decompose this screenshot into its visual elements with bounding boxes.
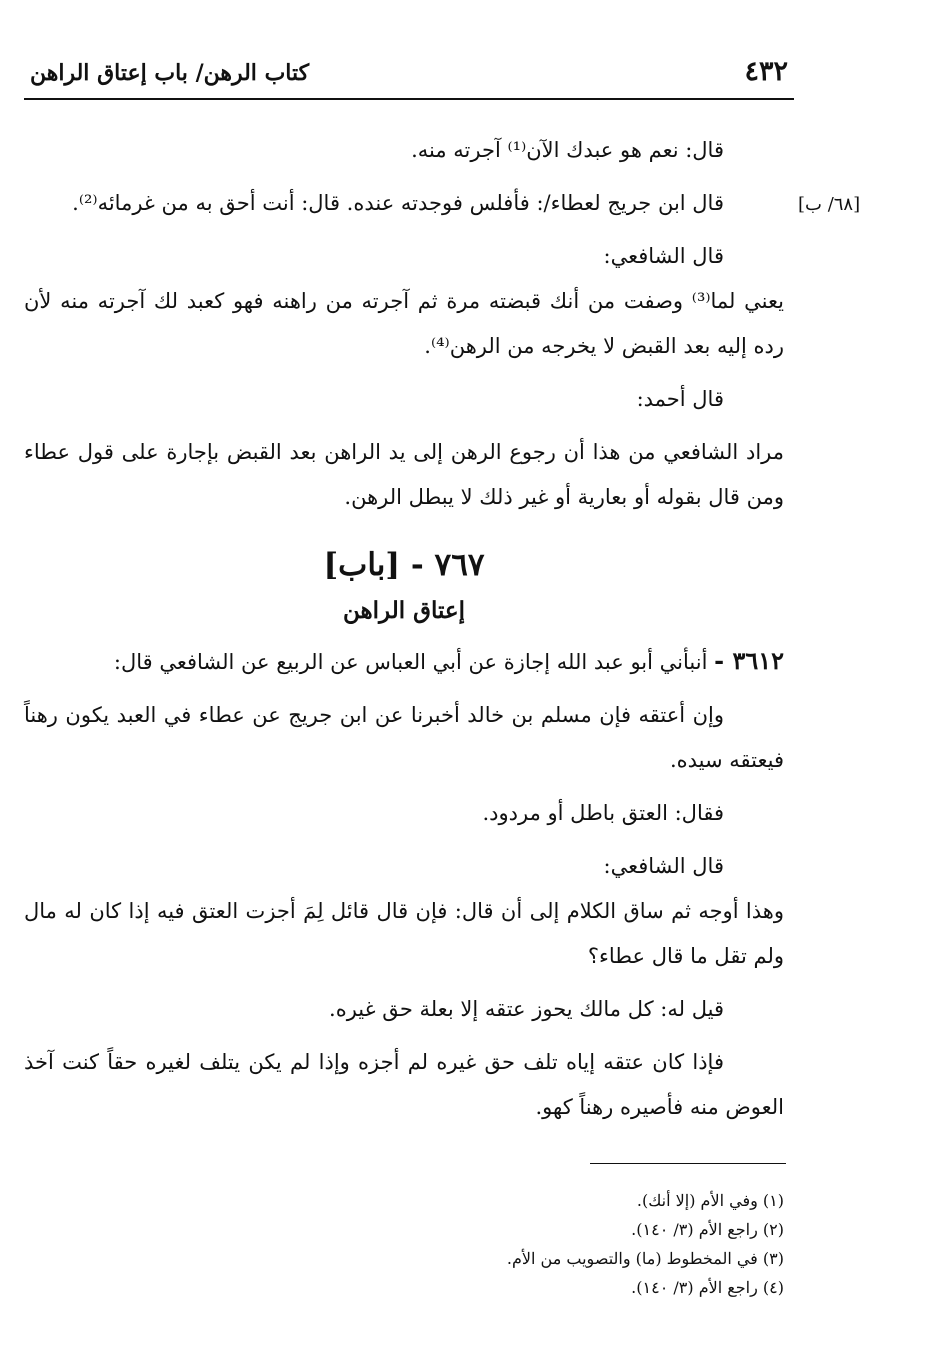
footnote-separator bbox=[590, 1163, 786, 1164]
paragraph: مراد الشافعي من هذا أن رجوع الرهن إلى يد الراهن بعد القبض بإجارة على قول عطاء ومن قال بقوله أو بعارية أو غير ذلك لا يبطل الرهن. bbox=[24, 440, 784, 509]
hadith-opening bbox=[24, 638, 784, 685]
manuscript-folio-reference: [٦٨/ ب] bbox=[798, 194, 861, 215]
footnote: (٢) راجع الأم (٣/ ١٤٠). bbox=[631, 1220, 784, 1239]
running-title: كتاب الرهن/ باب إعتاق الراهن bbox=[30, 60, 310, 86]
chapter-subtitle: إعتاق الراهن bbox=[342, 597, 466, 624]
paragraph: يعني لما⁽³⁾ وصفت من أنك قبضته مرة ثم آجرته من راهنه فهو كعبد لك آجرته منه لأن رده إليه بعد القبض لا يخرجه من الرهن⁽⁴⁾. bbox=[24, 289, 784, 358]
chapter-title: ٧٦٧ - [باب] bbox=[323, 547, 485, 583]
paragraph: وهذا أوجه ثم ساق الكلام إلى أن قال: فإن قال قائل لِمَ أجزت العتق فيه إذا كان له مال ولم تقل ما قال عطاء؟ bbox=[24, 899, 784, 968]
footnotes bbox=[380, 1186, 784, 1302]
paragraph: قال: نعم هو عبدك الآن⁽¹⁾ آجرته منه. bbox=[411, 138, 724, 162]
footnote: (٤) راجع الأم (٣/ ١٤٠). bbox=[631, 1278, 784, 1297]
page-number: ٤٣٢ bbox=[744, 56, 788, 87]
paragraph: قال ابن جريج لعطاء/: فأفلس فوجدته عنده. قال: أنت أحق به من غرمائه⁽²⁾. bbox=[72, 191, 724, 215]
footnote: (٣) في المخطوط (ما) والتصويب من الأم. bbox=[506, 1249, 784, 1268]
page-header bbox=[24, 52, 794, 100]
main-text bbox=[24, 128, 784, 1138]
footnote: (١) وفي الأم (إلا أنك). bbox=[636, 1191, 784, 1210]
paragraph: فقال: العتق باطل أو مردود. bbox=[482, 801, 724, 825]
speaker-heading: قال الشافعي: bbox=[603, 244, 724, 268]
hadith-isnad: أنبأني أبو عبد الله إجازة عن أبي العباس عن الربيع عن الشافعي قال: bbox=[113, 650, 708, 674]
paragraph: وإن أعتقه فإن مسلم بن خالد أخبرنا عن ابن جريج عن عطاء في العبد يكون رهناً فيعتقه سيده. bbox=[24, 703, 784, 772]
speaker-heading: قال أحمد: bbox=[636, 387, 724, 411]
hadith-number: ٣٦١٢ - bbox=[714, 646, 784, 675]
paragraph: قيل له: كل مالك يحوز عتقه إلا بعلة حق غيره. bbox=[329, 997, 724, 1021]
speaker-heading: قال الشافعي: bbox=[603, 854, 724, 878]
paragraph: فإذا كان عتقه إياه تلف حق غيره لم أجزه وإذا لم يكن يتلف لغيره حقاً كنت آخذ العوض منه فأصيره رهناً كهو. bbox=[24, 1050, 784, 1119]
